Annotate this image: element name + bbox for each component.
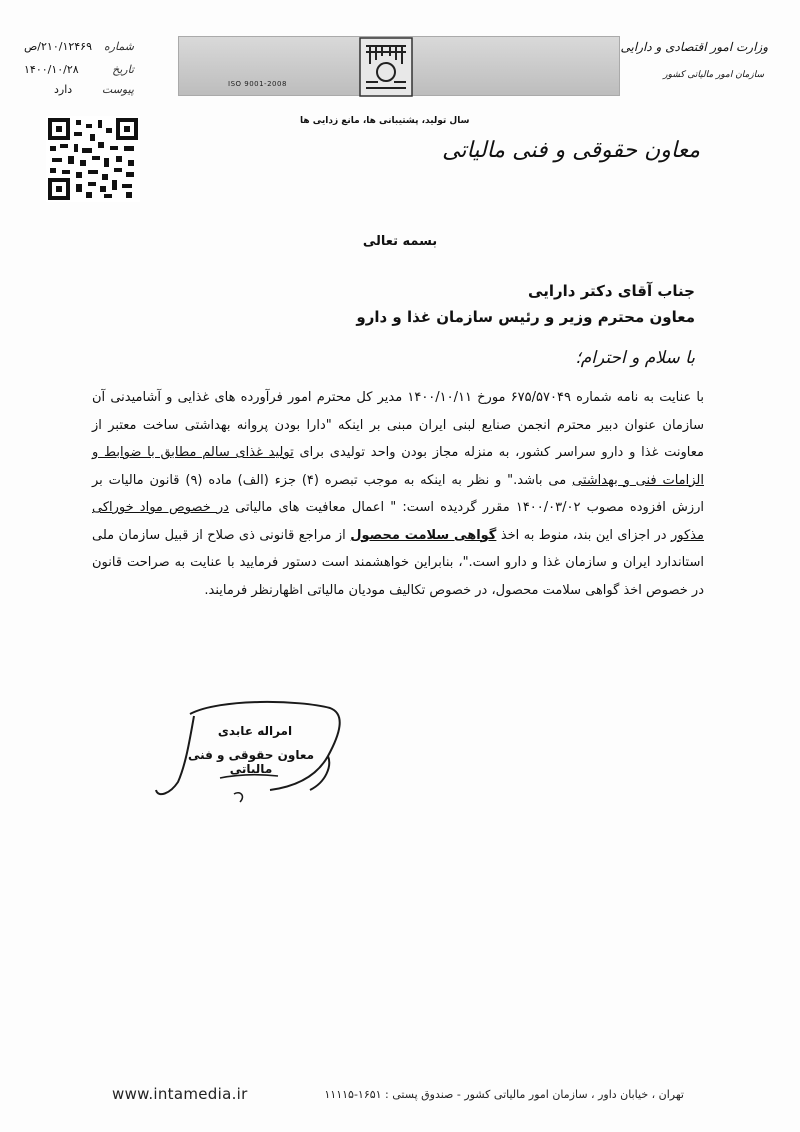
- qr-code-icon: [46, 116, 140, 202]
- emphasized-phrase: گواهی سلامت محصول: [350, 527, 497, 543]
- attachment-label: پیوست: [101, 83, 134, 96]
- letter-date-row: [24, 63, 134, 81]
- underlined-phrase: در خصوص مواد خوراکی مذکور: [92, 500, 704, 543]
- underlined-phrase: تولید غذای سالم مطابق با ضوابط و الزامات فنی و بهداشتی: [92, 445, 704, 488]
- letter-attachment-row: [24, 83, 134, 101]
- number-label: شماره: [103, 40, 134, 53]
- letter-number-row: [24, 40, 134, 58]
- iso-certification: ISO 9001-2008: [228, 80, 287, 88]
- greeting: با سلام و احترام؛: [575, 348, 695, 368]
- footer-website: www.intamedia.ir: [112, 1085, 248, 1103]
- body-paragraph: با عنایت به نامه شماره ۶۷۵/۵۷۰۴۹ مورخ ۱۴۰۰/۱۰/۱۱ مدیر کل محترم امور فرآورده های غذایی و آشامیدنی آن سازمان عنوان دبیر محترم انجمن صنایع لبنی ایران مبنی بر اینکه "دارا بودن پروانه بهداشتی ساخت معتبر از معاونت غذا و دارو سراسر کشور، به منزله مجاز بودن واحد تولیدی برای تولید غذای سالم مطابق با ضوابط و الزامات فنی و بهداشتی می باشد." و نظر به اینکه به موجب تبصره (۴) جزء (الف) ماده (۹) قانون مالیات بر ارزش افزوده مصوب ۱۴۰۰/۰۳/۰۲ مقرر گردیده است: " اعمال معافیت های مالیاتی در خصوص مواد خوراکی مذکور در اجزای این بند، منوط به اخذ گواهی سلامت محصول از مراجع قانونی ذی صلاح از قبیل سازمان ملی استاندارد ایران و سازمان غذا و دارو است."، بنابراین خواهشمند است دستور فرمایید با عنایت به صراحت قانون در خصوص اخذ گواهی سلامت محصول، در خصوص تکالیف مودیان مالیاتی اظهارنظر فرمایند.: [92, 390, 705, 598]
- tax-organization-emblem-icon: [358, 36, 414, 98]
- number-value: ۲۱۰/۱۲۴۶۹/ص: [24, 40, 92, 53]
- year-slogan: سال تولید، پشتیبانی ها، مانع زدایی ها: [300, 116, 470, 126]
- ministry-name: وزارت امور اقتصادی و دارایی: [620, 40, 768, 54]
- recipient-name: جناب آقای دکتر دارایی: [528, 282, 695, 300]
- date-value: ۱۴۰۰/۱۰/۲۸: [24, 63, 79, 76]
- letter-body: [92, 384, 704, 604]
- attachment-value: دارد: [54, 83, 73, 96]
- recipient-title: معاون محترم وزیر و رئیس سازمان غذا و دارو: [356, 308, 695, 326]
- date-label: تاریخ: [112, 63, 134, 76]
- signatory-name: امراله عابدی: [217, 724, 293, 738]
- footer-address: تهران ، خیابان داور ، سازمان امور مالیاتی کشور - صندوق پستی : ۱۶۵۱-۱۱۱۱۵: [324, 1088, 684, 1101]
- department-title: معاون حقوقی و فنی مالیاتی: [442, 138, 700, 163]
- signatory-title: معاون حقوقی و فنی مالیاتی: [187, 748, 315, 776]
- bismillah-heading: بسمه تعالی: [362, 234, 438, 249]
- organization-name: سازمان امور مالیاتی کشور: [663, 70, 764, 80]
